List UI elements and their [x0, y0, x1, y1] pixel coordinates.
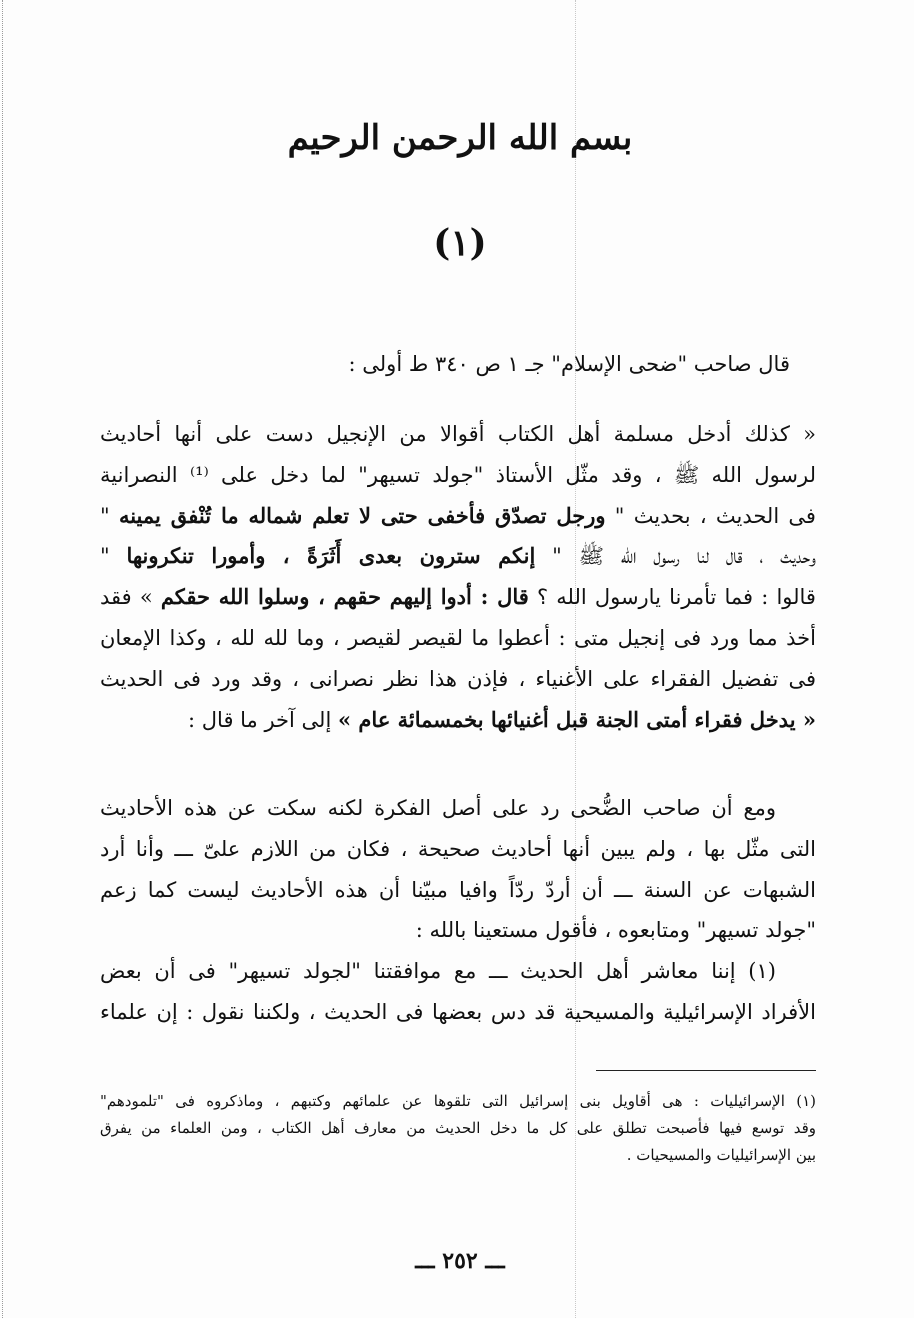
footnote-line-1: (١) الإسرائيليات : هى أقاويل بنى إسرائيل التى تلقوها عن علمائهم وكتبهم ، وماذكروه فى "تلمودهم" [100, 1092, 816, 1110]
hadith-text: ورجل تصدّق فأخفى حتى لا تعلم شماله ما تُنْفق يمينه [118, 502, 606, 528]
quote-line-2: لرسول الله ﷺ ، وقد مثّل الأستاذ "جولد تسيهر" لما دخل على ⁽¹⁾ النصرانية [100, 462, 816, 487]
quote-line-1: « كذلك أدخل مسلمة أهل الكتاب أقوالا من الإنجيل دست على أنها أحاديث [100, 422, 816, 446]
footnote-separator [596, 1070, 816, 1071]
quote-text: وحديث ، قال لنا رسول الله ﷺ " [552, 544, 816, 569]
quote-line-3 [100, 496, 816, 537]
quote-mark: " [100, 544, 110, 569]
quote-text: إلى آخر ما قال : [188, 707, 332, 732]
response-line-6: الأفراد الإسرائيلية والمسيحية قد دس بعضها فى الحديث ، ولكننا نقول : إن علماء [100, 999, 816, 1024]
quote-line-6: أخذ مما ورد فى إنجيل متى : أعطوا ما لقيصر لقيصر ، وما لله لله ، وكذا الإمعان [100, 625, 816, 650]
response-line-5: (١) إننا معاشر أهل الحديث ـــ مع موافقتنا "لجولد تسيهر" فى أن بعض [100, 959, 776, 984]
quote-line-5 [100, 577, 816, 618]
response-passage [100, 788, 816, 1033]
quote-line-7: فى تفضيل الفقراء على الأغنياء ، فإذن هذا نظر نصرانى ، وقد ورد فى الحديث [100, 666, 816, 691]
quoted-passage [100, 414, 816, 740]
quote-line-8 [100, 700, 816, 741]
quote-mark: " [100, 503, 110, 528]
quote-text: فى الحديث ، بحديث " [614, 503, 816, 528]
response-line-4: "جولد تسيهر" ومتابعوه ، فأقول مستعينا بالله : [415, 918, 816, 943]
response-line-2: التى مثّل بها ، ولم يبين أنها أحاديث صحيحة ، فكان من اللازم علىّ ـــ وأنا أرد [100, 836, 816, 861]
hadith-text: إنكم سترون بعدى أَثَرَةً ، وأمورا تنكرونها [126, 543, 536, 569]
hadith-text: قال : أدوا إليهم حقهم ، وسلوا الله حقكم [160, 584, 529, 610]
scan-border-left [2, 0, 3, 1318]
footnote-line-2: وقد توسع فيها فأصبحت تطلق على كل ما دخل الحديث من معارف أهل الكتاب ، ومن العلماء من يفرق [100, 1119, 816, 1137]
page-number: ـــ ٢٥٢ ـــ [415, 1248, 505, 1274]
response-line-1: ومع أن صاحب الضُّحى رد على أصل الفكرة لكنه سكت عن هذه الأحاديث [100, 796, 776, 820]
hadith-text: « يدخل فقراء أمتى الجنة قبل أغنيائها بخمسمائة عام » [337, 706, 816, 732]
intro-line: قال صاحب "ضحى الإسلام" جـ ١ ص ٣٤٠ ط أولى : [348, 352, 790, 376]
basmala-heading: بسم الله الرحمن الرحيم [287, 118, 633, 158]
footnote-line-3: بين الإسرائيليات والمسيحيات . [626, 1146, 816, 1164]
quote-text: » فقد [100, 585, 153, 610]
footnote [100, 1088, 816, 1169]
response-line-3: الشبهات عن السنة ـــ أن أردّ ردّاً وافيا مبيّنا أن هذه الأحاديث ليست كما زعم [100, 877, 816, 902]
quote-line-4 [100, 536, 816, 577]
section-number: (١) [433, 222, 487, 264]
quote-text: قالوا : فما تأمرنا يارسول الله ؟ [536, 585, 816, 610]
